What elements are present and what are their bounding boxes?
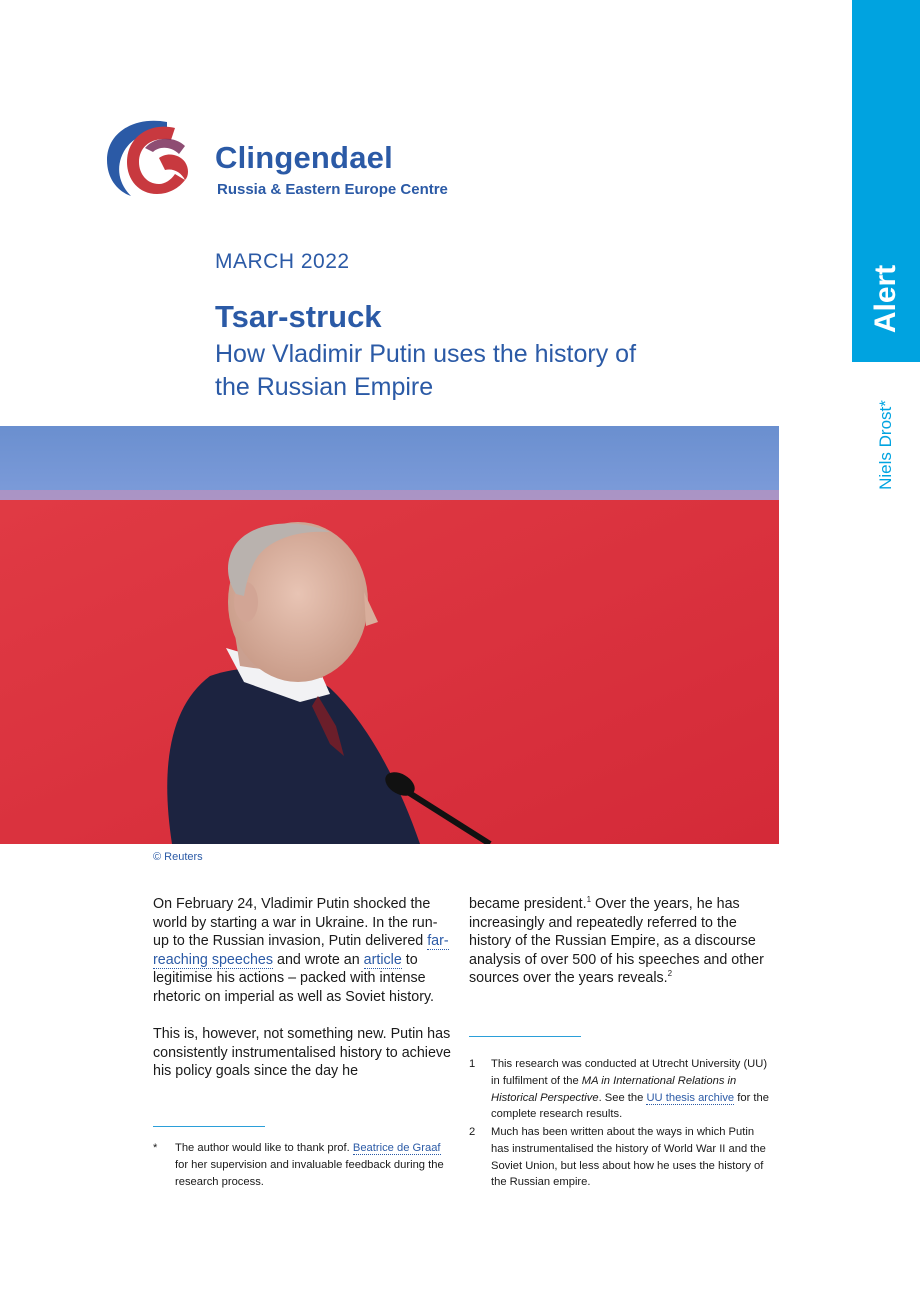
footnote-divider-left (153, 1126, 265, 1127)
alert-label: Alert (869, 264, 903, 334)
text-run: The author would like to thank prof. (175, 1142, 353, 1154)
cover-photo (0, 426, 779, 844)
text-run: for the complete research results. (491, 1091, 769, 1121)
brand-name: Clingendael (215, 140, 393, 175)
brand-subtitle: Russia & Eastern Europe Centre (217, 181, 448, 198)
page-title: Tsar-struck (215, 299, 382, 334)
photo-credit: © Reuters (153, 851, 203, 863)
text-run: . See the (598, 1091, 647, 1104)
footnote-text: Much has been written about the ways in which Putin has instrumentalised the history of World War II and the Soviet Union, but less about how he uses the history of the Russian empire. (491, 1126, 766, 1189)
text-run: became president. (469, 896, 587, 912)
footnote-2 (469, 1124, 775, 1191)
thesis-archive-link[interactable]: UU thesis archive (646, 1091, 735, 1104)
footnote-mark: * (153, 1142, 158, 1154)
footnote-mark: 2 (469, 1126, 476, 1138)
footnote-mark: 1 (469, 1058, 476, 1070)
speeches-link[interactable]: far-reaching speeches (153, 933, 449, 968)
photo-illustration (0, 426, 779, 844)
footnote-ref-2[interactable]: 2 (667, 969, 673, 979)
body-column-right (469, 895, 779, 1007)
paragraph-3 (469, 895, 779, 988)
beatrice-de-graaf-link[interactable]: Beatrice de Graaf (352, 1142, 441, 1154)
footnote-divider-right (469, 1036, 581, 1037)
text-run: On February 24, Vladimir Putin shocked the world by starting a war in Ukraine. In the run-up to the Russian invasion, Putin delivered (153, 896, 438, 950)
footnote-1 (469, 1056, 775, 1123)
text-run: Over the years, he has increasingly and repeatedly referred to the history of the Russian Empire, as a discourse analysis of over 500 of his speeches and other sources over the years reveals. (469, 896, 764, 987)
publication-date: MARCH 2022 (215, 250, 350, 273)
author-name: Niels Drost* (876, 400, 895, 490)
text-run: for her supervision and invaluable feedback during the research process. (175, 1158, 444, 1188)
alert-label-wrap (852, 0, 920, 362)
paragraph-2: This is, however, not something new. Putin has consistently instrumentalised history to achieve his policy goals since the day he (153, 1026, 451, 1080)
footnote-author (153, 1140, 445, 1190)
article-link[interactable]: article (363, 951, 402, 968)
text-run: This research was conducted at Utrecht University (UU) in fulfilment of the (491, 1058, 768, 1087)
text-run: to legitimise his actions – packed with intense rhetoric on imperial as well as Soviet history. (153, 951, 435, 1005)
footnote-ref-1[interactable]: 1 (586, 895, 592, 905)
page-subtitle: How Vladimir Putin uses the history of the Russian Empire (215, 340, 637, 401)
text-run: and wrote an (273, 951, 364, 968)
body-column-left (153, 895, 453, 1100)
clingendael-logo-icon (105, 118, 203, 198)
programme-name: MA in International Relations in Historical Perspective (491, 1074, 737, 1104)
paragraph-1 (153, 895, 453, 1007)
author-wrap (852, 380, 920, 510)
